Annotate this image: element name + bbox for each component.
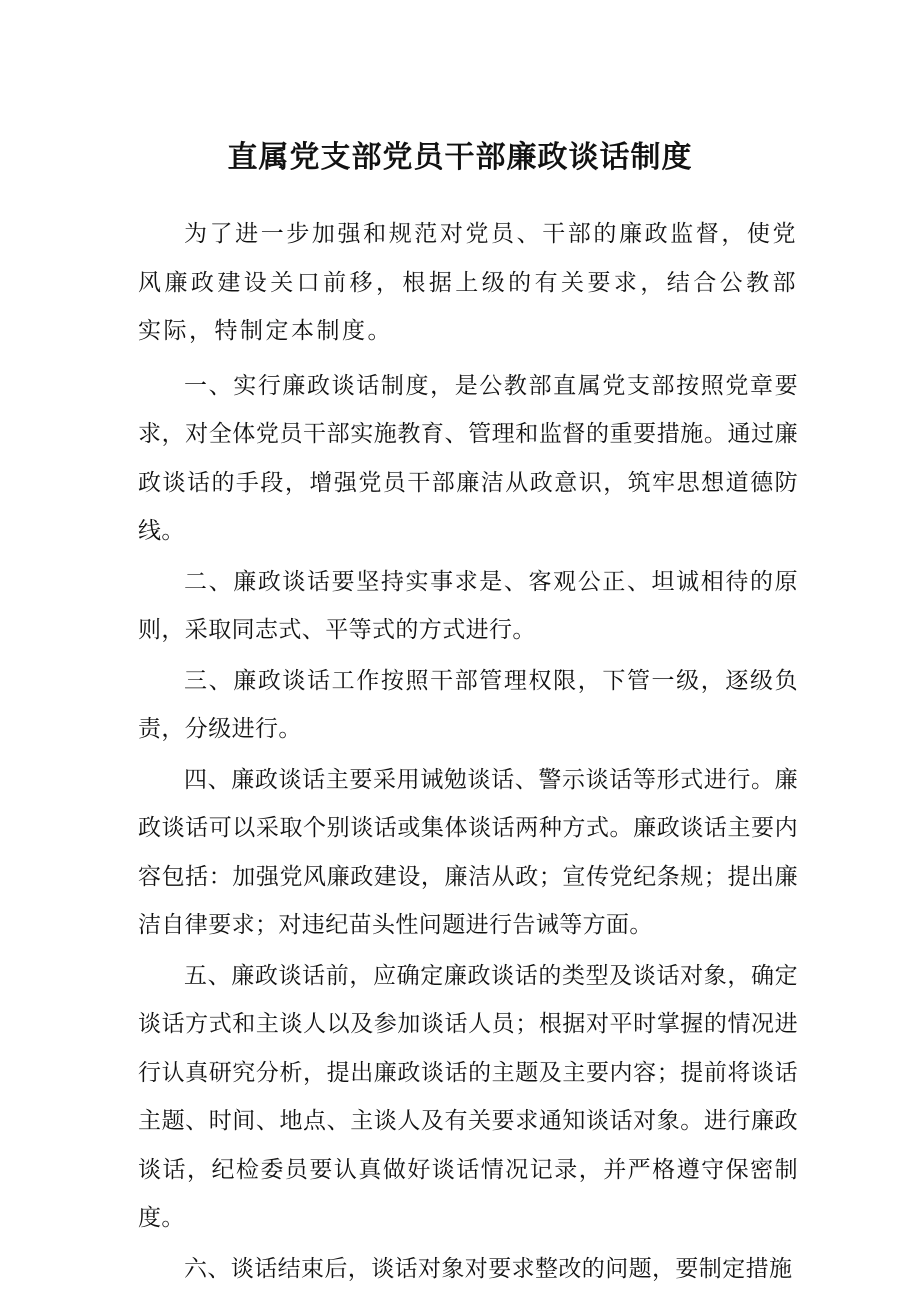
intro-paragraph: 为了进一步加强和规范对党员、干部的廉政监督，使党风廉政建设关口前移，根据上级的有关要求，结合公教部实际，特制定本制度。 bbox=[138, 221, 798, 344]
clause-paragraph-1: 一、实行廉政谈话制度，是公教部直属党支部按照党章要求，对全体党员干部实施教育、管理和监督的重要措施。通过廉政谈话的手段，增强党员干部廉洁从政意识，筑牢思想道德防线。 bbox=[138, 372, 798, 544]
clause-paragraph-4: 四、廉政谈话主要采用诫勉谈话、警示谈话等形式进行。廉政谈话可以采取个别谈话或集体谈话两种方式。廉政谈话主要内容包括：加强党风廉政建设，廉洁从政；宣传党纪条规；提出廉洁自律要求；对违纪苗头性问题进行告诫等方面。 bbox=[138, 766, 798, 938]
clause-paragraph-5: 五、廉政谈话前，应确定廉政谈话的类型及谈话对象，确定谈话方式和主谈人以及参加谈话人员；根据对平时掌握的情况进行认真研究分析，提出廉政谈话的主题及主要内容；提前将谈话主题、时间、地点、主谈人及有关要求通知谈话对象。进行廉政谈话，纪检委员要认真做好谈话情况记录，并严格遵守保密制度。 bbox=[138, 962, 798, 1231]
document-body bbox=[138, 210, 798, 1295]
document-title: 直属党支部党员干部廉政谈话制度 bbox=[227, 140, 693, 175]
clause-paragraph-3: 三、廉政谈话工作按照干部管理权限，下管一级，逐级负责，分级进行。 bbox=[138, 667, 798, 742]
clause-paragraph-6: 六、谈话结束后，谈话对象对要求整改的问题，要制定措施 bbox=[184, 1255, 793, 1282]
clause-paragraph-2: 二、廉政谈话要坚持实事求是、客观公正、坦诚相待的原则，采取同志式、平等式的方式进行。 bbox=[138, 568, 798, 643]
